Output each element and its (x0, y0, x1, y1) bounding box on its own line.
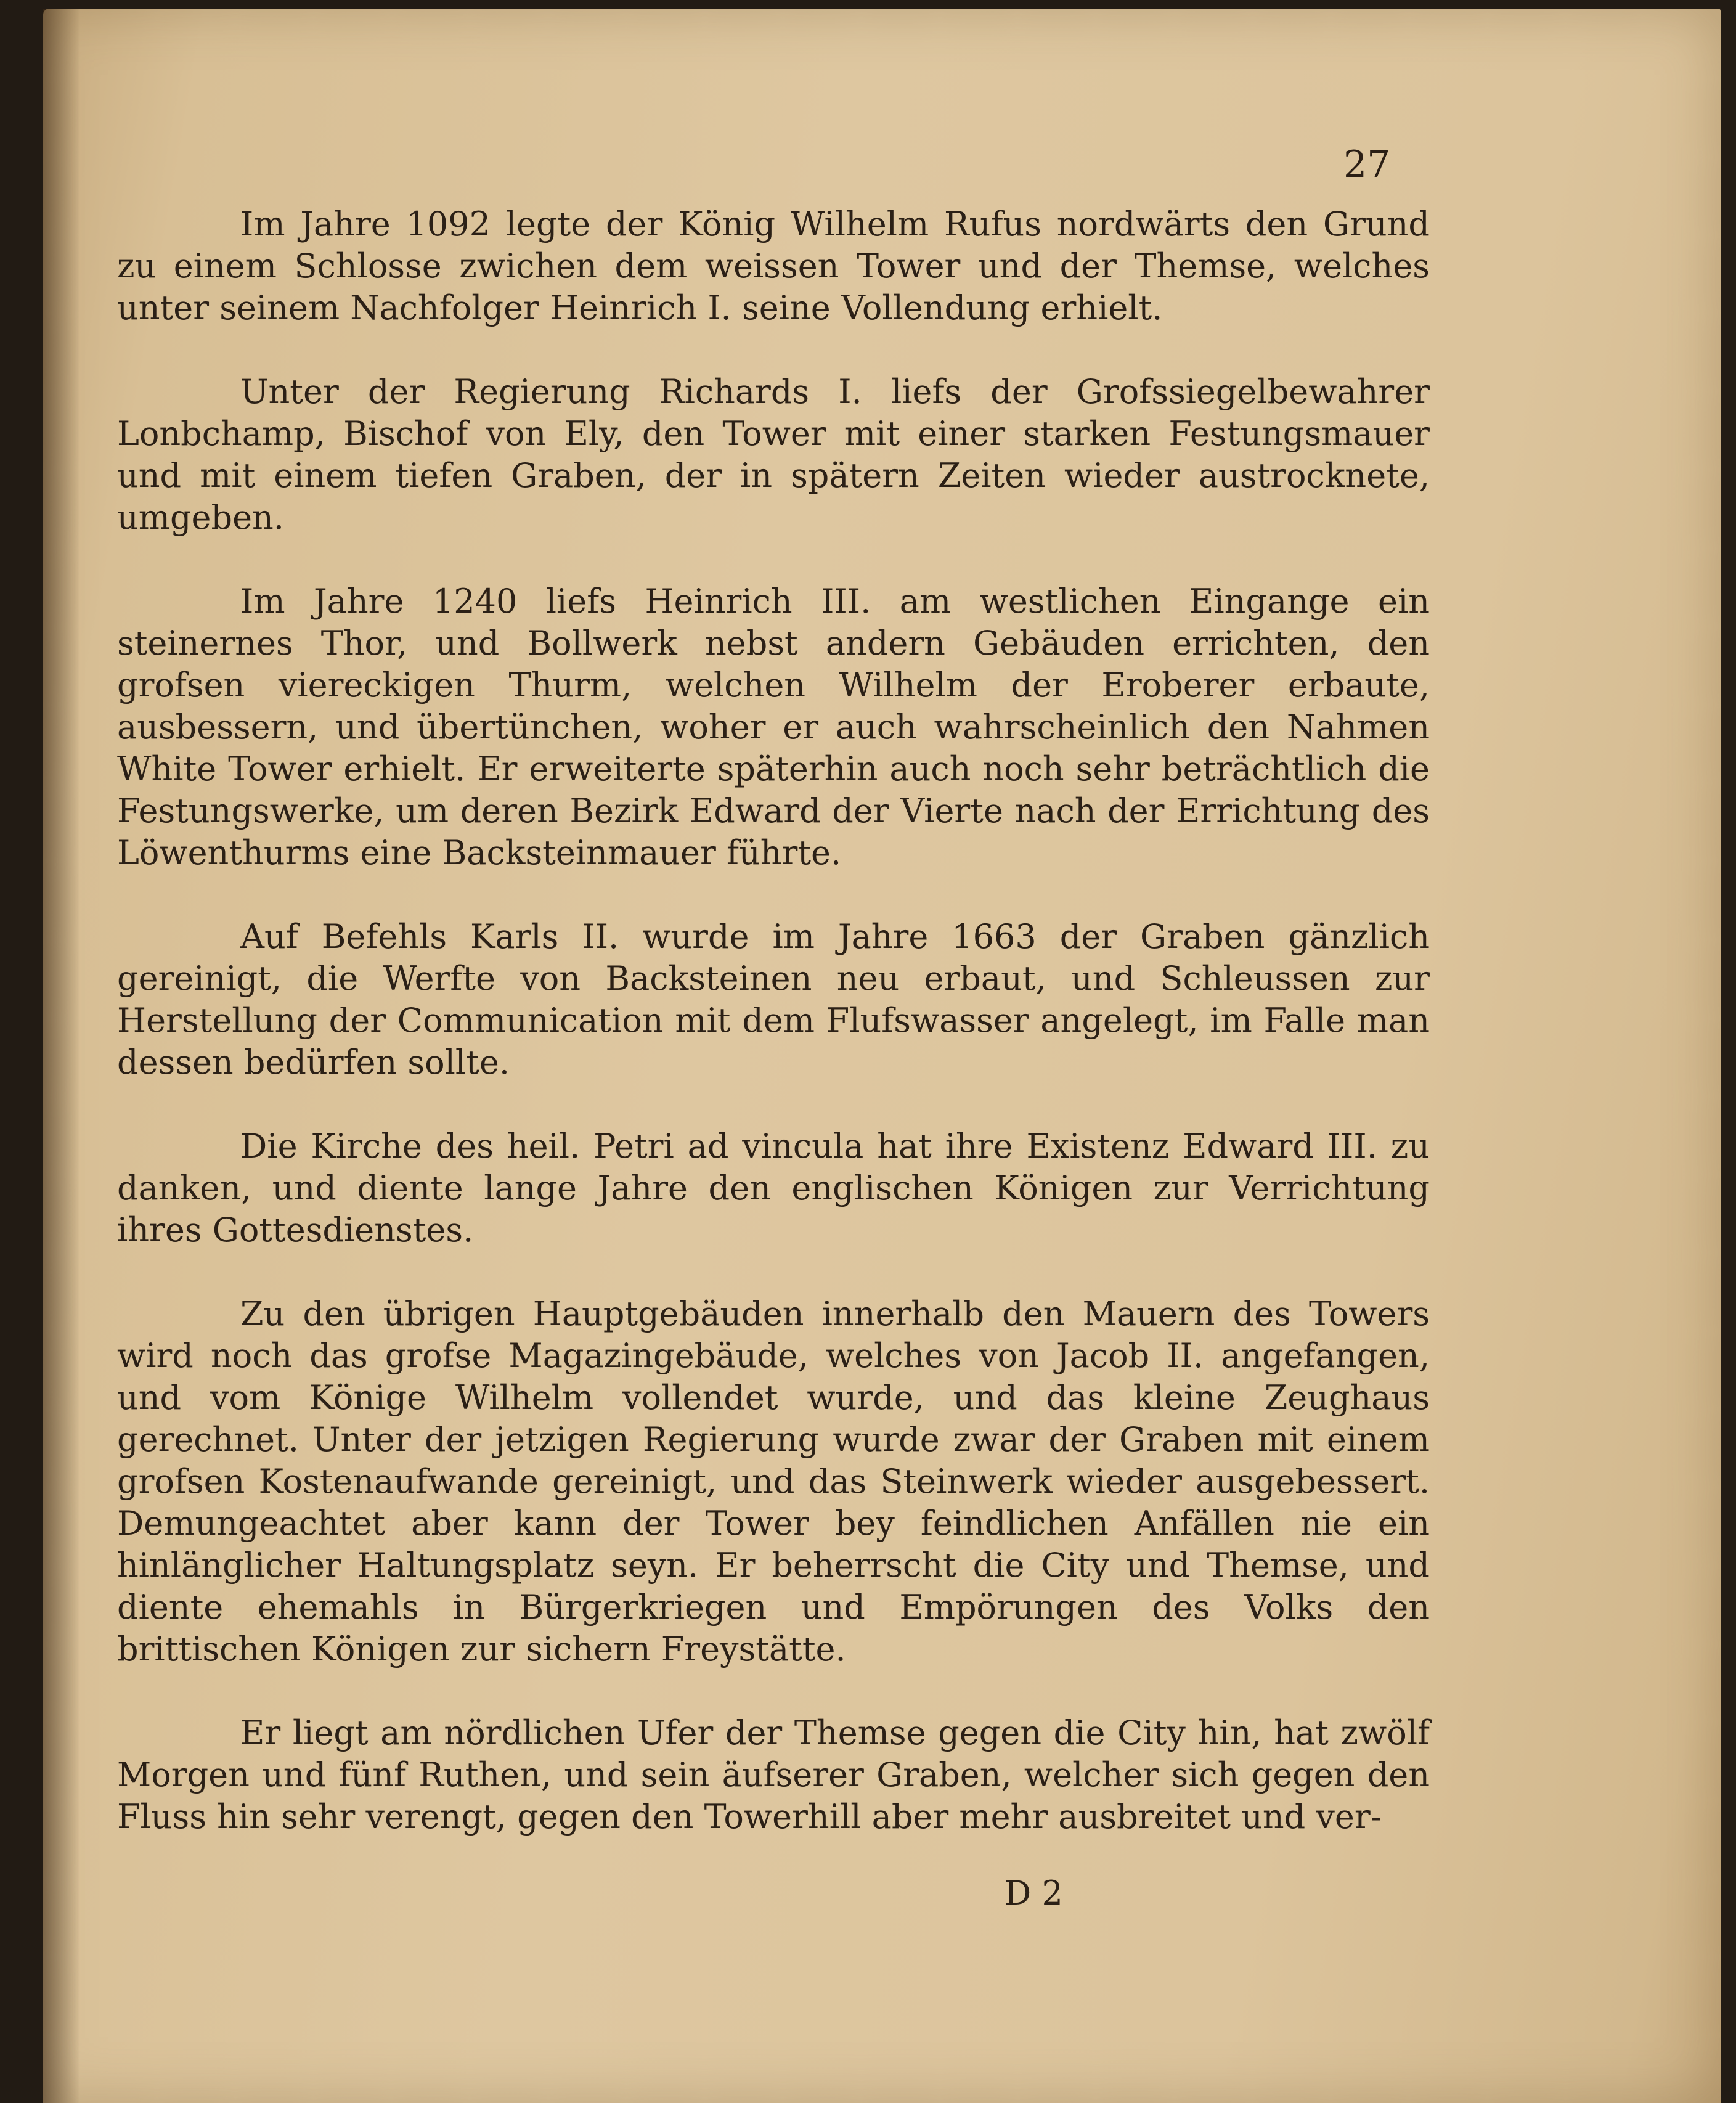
paragraph: Die Kirche des heil. Petri ad vincula hat ihre Existenz Edward III. zu danken, und diente lange Jahre den englischen Königen zur Verrichtung ihres Gottesdienstes. (117, 1127, 1430, 1249)
paragraph: Er liegt am nördlichen Ufer der Themse gegen die City hin, hat zwölf Morgen und fünf Ruthen, und sein äufserer Graben, welcher sich gegen den Fluss hin sehr verengt, gegen den Towerhill aber mehr ausbreitet und ver- (117, 1713, 1430, 1836)
page-number: 27 (1343, 143, 1391, 186)
signature-mark: D 2 (1005, 1874, 1063, 1913)
paragraph: Im Jahre 1092 legte der König Wilhelm Rufus nordwärts den Grund zu einem Schlosse zwichen dem weissen Tower und der Themse, welches unter seinem Nachfolger Heinrich I. seine Vollendung erhielt. (117, 205, 1430, 327)
paragraph: Zu den übrigen Hauptgebäuden innerhalb den Mauern des Towers wird noch das grofse Magazingebäude, welches von Jacob II. angefangen, und vom Könige Wilhelm vollendet wurde, und das kleine Zeughaus gerechnet. Unter der jetzigen Regierung wurde zwar der Graben mit einem grofsen Kostenaufwande gereinigt, und das Steinwerk wieder ausgebessert. Demungeachtet aber kann der Tower bey feindlichen Anfällen nie ein hinlänglicher Haltungsplatz seyn. Er beherrscht die City und Themse, und diente ehemahls in Bürgerkriegen und Empörungen des Volks den brittischen Königen zur sichern Freystätte. (117, 1294, 1430, 1668)
binding-gutter (43, 9, 80, 2103)
paragraph: Im Jahre 1240 liefs Heinrich III. am westlichen Eingange ein steinernes Thor, und Bollwerk nebst andern Gebäuden errichten, den grofsen viereckigen Thurm, welchen Wilhelm der Eroberer erbaute, ausbessern, und übertünchen, woher er auch wahrscheinlich den Nahmen White Tower erhielt. Er erweiterte späterhin auch noch sehr beträchtlich die Festungswerke, um deren Bezirk Edward der Vierte nach der Errichtung des Löwenthurms eine Backsteinmauer führte. (117, 582, 1430, 872)
body-text (117, 203, 1430, 1838)
paragraph: Unter der Regierung Richards I. liefs der Grofssiegelbewahrer Lonbchamp, Bischof von Ely, den Tower mit einer starken Festungsmauer und mit einem tiefen Graben, der in spätern Zeiten wieder austrocknete, umgeben. (117, 372, 1430, 537)
paragraph: Auf Befehls Karls II. wurde im Jahre 1663 der Graben gänzlich gereinigt, die Werfte von Backsteinen neu erbaut, und Schleussen zur Herstellung der Communication mit dem Flufswasser angelegt, im Falle man dessen bedürfen sollte. (117, 917, 1430, 1082)
